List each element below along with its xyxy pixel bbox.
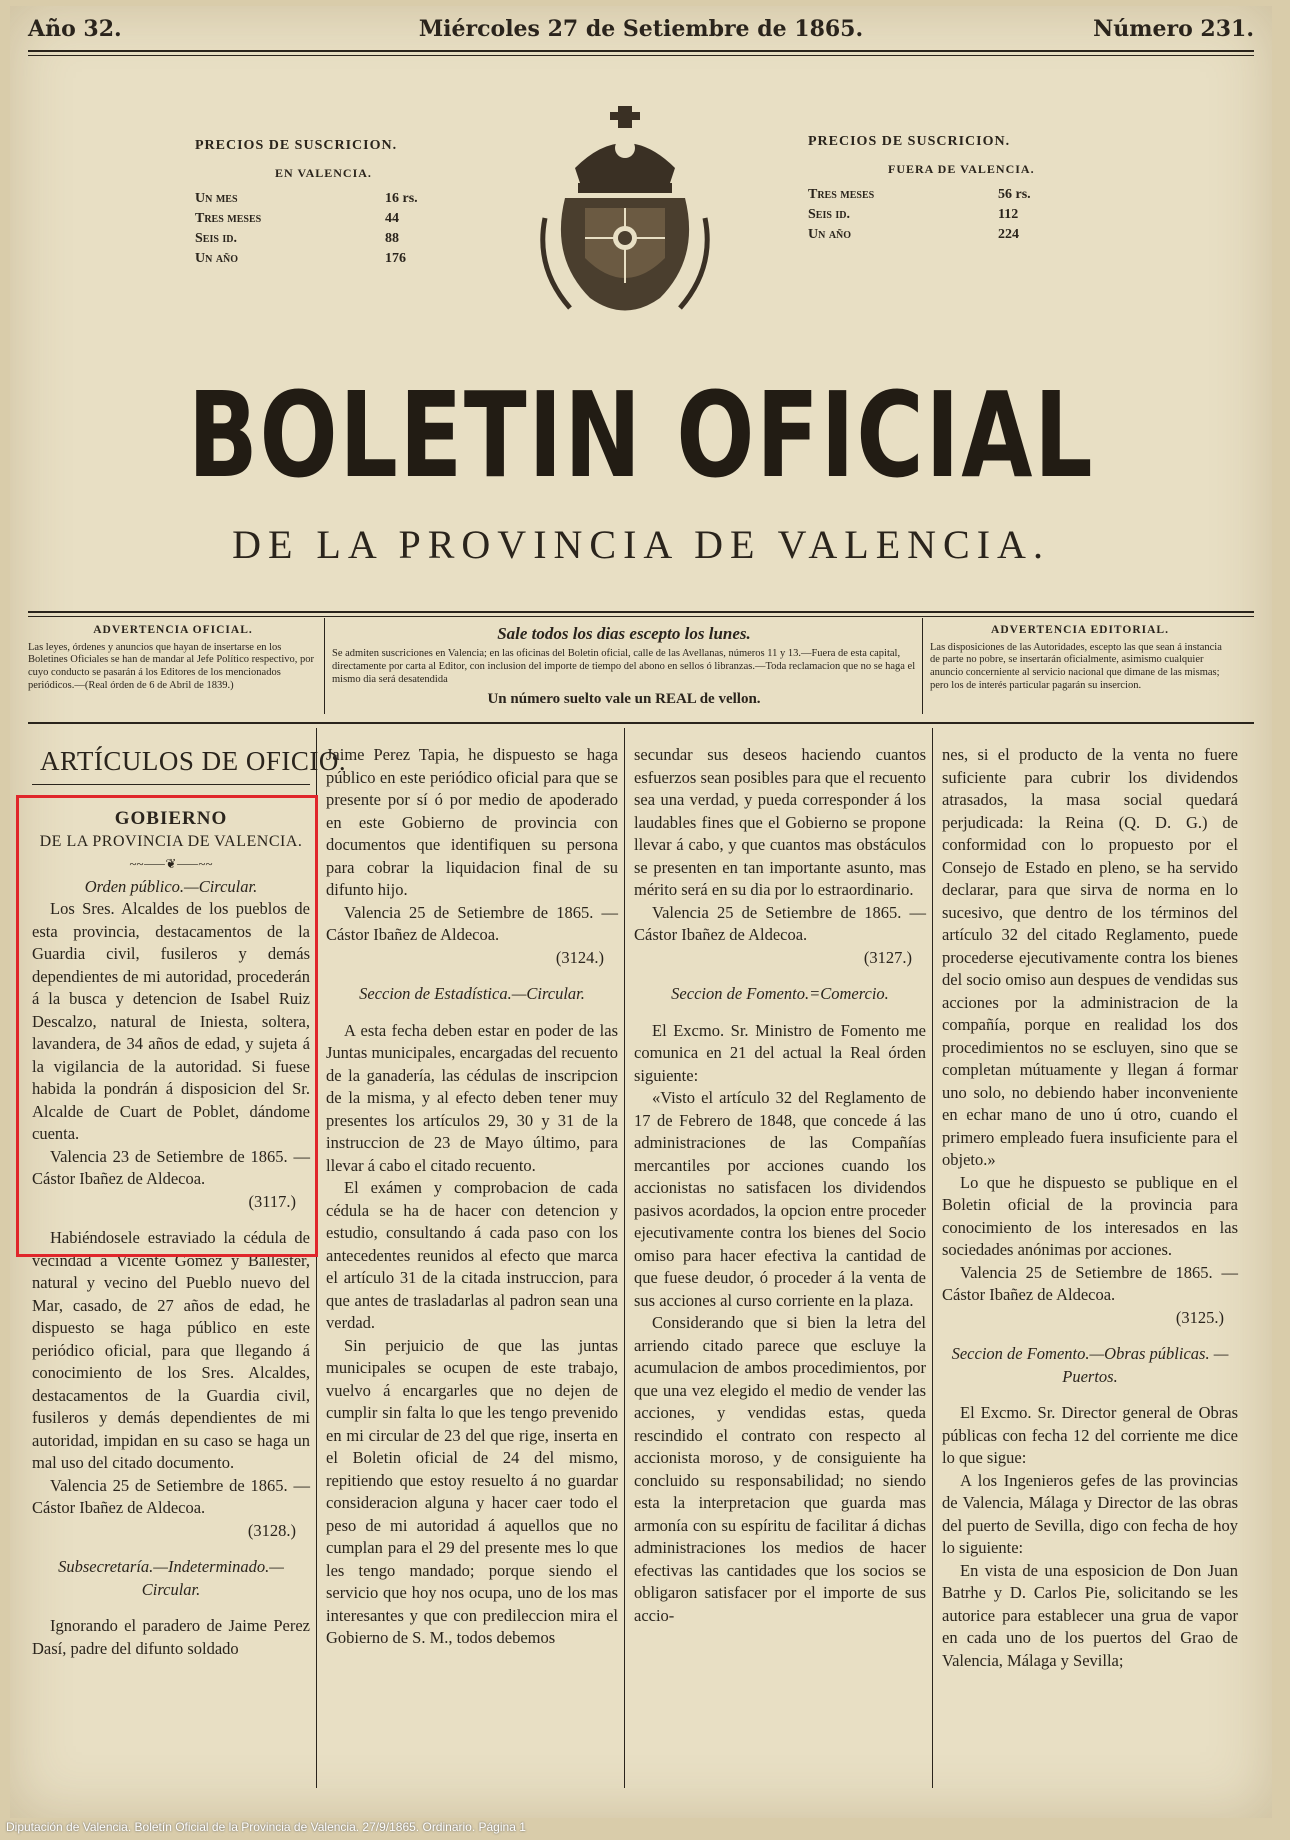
prices-left-header: PRECIOS DE SUSCRICION. [195,138,398,153]
article-paragraph: El exámen y comprobacion de cada cédula se ha de hacer con detencion y estudio, consultando á cada paso con los antecedentes reunidos al efecto que marca el artículo 31 de la citada instruccion, para que antes de trasladarlas al padron sean una verdad. [326,1178,618,1332]
article-reference: (3127.) [863,947,912,967]
article-paragraph: Jaime Perez Tapia, he dispuesto se haga público en este periódico oficial para que se presente por sí ó por medio de apoderado en este Gobierno de provincia con documentos que identifiquen su persona para cobrar la liquidacion final de su difunto hijo. [326,745,618,899]
prices-left-subheader: EN VALENCIA. [275,166,372,180]
article-subheading: Subsecretaría.—Indeterminado.—Circular. [58,1557,284,1599]
article-signature: Valencia 25 de Setiembre de 1865. —Cástor Ibañez de Aldecoa. [634,902,926,944]
article-paragraph: Ignorando el paradero de Jaime Perez Dasí, padre del difunto soldado [32,1616,310,1658]
column-divider [932,728,933,1788]
article-paragraph: nes, si el producto de la venta no fuere suficiente para cubrir los dividendos atrasados, la masa social quedará perjudicada: la Reina (Q. D. G.) de conformidad con lo propuesto por el Consejo de Estado en pleno, se ha servido declarar, para que sirva de norma en lo sucesivo, que dentro de los términos del artículo 32 del citado Reglamento, puede procederse ejecutivamente contra los bienes del socio omiso aun despues de vendidas sus acciones por la administracion de la compañía, porque en realidad los dos procedimientos no se escluyen, sino que se completan mútuamente y llegan á formar uno solo, no debiendo haber inconveniente en echar mano de uno ú otro, cuando el primero empleado fuera insuficiente para el objeto.» [942,745,1238,1169]
article-paragraph: A los Ingenieros gefes de las provincias de Valencia, Málaga y Director de las obras del puerto de Sevilla, digo con fecha de hoy lo siguiente: [942,1470,1238,1557]
article-subheading: Seccion de Fomento.—Obras públicas. —Puertos. [951,1344,1229,1386]
article-paragraph: Sin perjuicio de que las juntas municipales se ocupen de este trabajo, vuelvo á encargarles que no dejen de cumplir sin falta lo que les tengo prevenido en mi circular de 23 del que rige, inserta en el Boletin oficial de 24 del mismo, repitiendo que estoy resuelto á no guardar consideracion alguna y hacer caer todo el peso de mi autoridad á aquellos que no cumplan para el 29 del presente mes lo que les tengo mandado; porque siendo el servicio que hoy nos ocupa, uno de los mas interesantes y que con predileccion mira el Gobierno de S. M., todos debemos [326,1335,618,1647]
article-paragraph: Lo que he dispuesto se publique en el Boletin oficial de la provincia para conocimiento de los interesados en las sociedades anónimas por acciones. [942,1172,1238,1259]
price-row: Tres meses 44 [195,211,399,226]
column-3 [634,744,926,1627]
archive-footer: Diputación de Valencia. Boletín Oficial de la Provincia de Valencia. 27/9/1865. Ordinario. Página 1 [6,1820,526,1834]
article-subheading: Orden público.—Circular. [84,876,258,896]
article-paragraph: Considerando que si bien la letra del arriendo citado parece que escluye la acumulacion de ambos procedimientos, por que una vez elegido el medio de vender las acciones, y vendidas estas, queda rescindido el contrato con respecto al accionista moroso, y de consiguiente ha concluido su responsabilidad; no siendo esta la interpretacion que guarda mas armonía con su espíritu de facilitar á dichas administraciones los medios de hacer efectivas las cantidades que los socios se obligaron satisfacer por el importe de sus accio- [634,1313,926,1625]
price-row: Un mes 16 rs. [195,191,418,206]
provincia-heading: DE LA PROVINCIA DE VALENCIA. [39,832,303,850]
prices-right-header: PRECIOS DE SUSCRICION. [808,134,1011,149]
article-paragraph: Habiéndosele estraviado la cédula de vecindad á Vicente Gomez y Ballester, natural y vecino del Pueblo nuevo del Mar, casado, de 27 años de edad, he dispuesto se haga público en este periódico oficial, para que llegando á conocimiento de los Sres. Alcaldes, destacamentos de la Guardia civil, fusileros y demás dependientes de mi autoridad, impidan en su caso se haga un mal uso del citado documento. [32,1228,310,1472]
article-paragraph: A esta fecha deben estar en poder de las Juntas municipales, encargadas del recuento de la ganadería, las cédulas de inscripcion de la misma, y al efecto deben tener muy presentes los artículos 29, 30 y 31 de la instruccion de 23 de Mayo último, para llevar á cabo el citado recuento. [326,1020,618,1175]
article-reference: (3125.) [1175,1307,1224,1327]
article-subheading: Seccion de Fomento.=Comercio. [671,984,889,1003]
price-row: Un año 224 [808,227,1019,242]
advert-top-rule-thin [28,616,1254,617]
advert-editorial-text: Las disposiciones de las Autoridades, escepto las que sean á instancia de parte no pobre, se insertarán oficialmente, asimismo cualquier anuncio concerniente al servicio nacional que dimane de las mismas; pero los de interés particular pagarán su insercion. [930,641,1222,691]
newspaper-subtitle: DE LA PROVINCIA DE VALENCIA. [232,522,1050,567]
article-reference: (3117.) [248,1191,296,1211]
advert-bottom-rule [28,722,1254,724]
article-subheading: Seccion de Estadística.—Circular. [359,984,585,1003]
advert-center-price: Un número suelto vale un REAL de vellon. [487,691,761,708]
price-row: Seis id. 112 [808,207,1019,222]
prices-right-table [808,185,1078,245]
advert-top-rule [28,611,1254,613]
prices-left [195,138,465,269]
issue-number: Número 231. [1093,16,1254,42]
issue-date: Miércoles 27 de Setiembre de 1865. [418,16,864,42]
price-row: Un año 176 [195,251,406,266]
article-reference: (3128.) [247,1520,296,1540]
article-signature: Valencia 25 de Setiembre de 1865. —Cástor Ibañez de Aldecoa. [326,902,618,944]
column-divider [624,728,625,1788]
advert-official-title: ADVERTENCIA OFICIAL. [93,624,253,636]
prices-right [808,134,1078,245]
article-signature: Valencia 25 de Setiembre de 1865. —Cástor Ibañez de Aldecoa. [32,1475,310,1517]
article-paragraph: secundar sus deseos haciendo cuantos esfuerzos sean posibles para que el recuento sea una verdad, y pueda corresponder á los laudables fines que el Gobierno se propone llevar á cabo, y que cuantos mas obstáculos se presenten en tan importante asunto, mas mérito será en su dia por lo estraordinario. [634,745,926,899]
section-title-rule [32,784,310,785]
advert-center-text: Se admiten suscriciones en Valencia; en las oficinas del Boletin oficial, calle de las Avellanas, números 11 y 13.—Fuera de esta capital, directamente por carta al Editor, con inclusion del importe de tiempo del abono en sellos ó libranzas.—Toda reclamacion que no se haga el mismo dia será desatendida [332,648,916,685]
advert-editorial [930,624,1230,692]
royal-crest-emblem [530,98,720,328]
article-paragraph: «Visto el artículo 32 del Reglamento de 17 de Febrero de 1848, que concede á las administraciones de las Compañías mercantiles por acciones cuando los accionistas no satisfacen los dividendos pasivos acordados, la opcion entre proceder ejecutivamente contra los bienes del Socio omiso para hacer efectiva la cantidad de que fuese deudor, ó proceder á la venta de sus acciones al curso corriente en la plaza. [634,1088,926,1310]
advert-divider [922,618,923,714]
article-signature: Valencia 25 de Setiembre de 1865. —Cástor Ibañez de Aldecoa. [942,1262,1238,1304]
masthead-line [28,16,1254,46]
advert-editorial-title: ADVERTENCIA EDITORIAL. [991,624,1169,636]
column-4 [942,744,1238,1672]
prices-left-table [195,189,465,269]
top-rule [28,50,1254,52]
ornament-divider: ~~⸺❦⸺~~ [129,856,213,871]
article-reference: (3124.) [555,947,604,967]
section-title: ARTÍCULOS DE OFICIO. [40,746,347,776]
advert-divider [324,618,325,714]
prices-right-subheader: FUERA DE VALENCIA. [888,162,1035,176]
price-row: Seis id. 88 [195,231,399,246]
gobierno-heading: GOBIERNO [114,808,228,829]
newspaper-page [10,6,1272,1818]
column-2 [326,744,618,1650]
advert-center [332,624,916,708]
article-paragraph: El Excmo. Sr. Ministro de Fomento me comunica en 21 del actual la Real órden siguiente: [634,1020,926,1085]
article-paragraph: El Excmo. Sr. Director general de Obras públicas con fecha 12 del corriente me dice lo que sigue: [942,1403,1238,1467]
advert-center-title: Sale todos los dias escepto los lunes. [497,624,751,643]
year-label: Año 32. [28,16,122,42]
article-signature: Valencia 23 de Setiembre de 1865. —Cástor Ibañez de Aldecoa. [32,1146,310,1188]
article-paragraph: Los Sres. Alcaldes de los pueblos de esta provincia, destacamentos de la Guardia civil, fusileros y demás dependientes de mi autoridad, procederán á la busca y detencion de Isabel Ruiz Descalzo, natural de Iniesta, soltera, lavandera, de 34 años de edad, y sujeta á la vigilancia de la autoridad. Si fuese habida la pondrán á disposicion del Sr. Alcalde de Cuart de Poblet, dándome cuenta. [32,899,310,1143]
advert-official-text: Las leyes, órdenes y anuncios que hayan de insertarse en los Boletines Oficiales se han de mandar al Jefe Político respectivo, por cuyo conducto se pasarán á los Editores de los mencionados periódicos.—(Real órden de 6 de Abril de 1839.) [28,641,315,691]
newspaper-title: BOLETIN OFICIAL [187,366,1095,504]
article-paragraph: En vista de una esposicion de Don Juan Batrhe y D. Carlos Pie, solicitando se les autorice para establecer una grua de vapor en cada uno de los puertos del Grao de Valencia, Málaga y Sevilla; [942,1560,1238,1670]
top-rule-thin [28,55,1254,56]
highlight-box [16,795,318,1257]
advert-official [28,624,318,692]
price-row: Tres meses 56 rs. [808,187,1031,202]
